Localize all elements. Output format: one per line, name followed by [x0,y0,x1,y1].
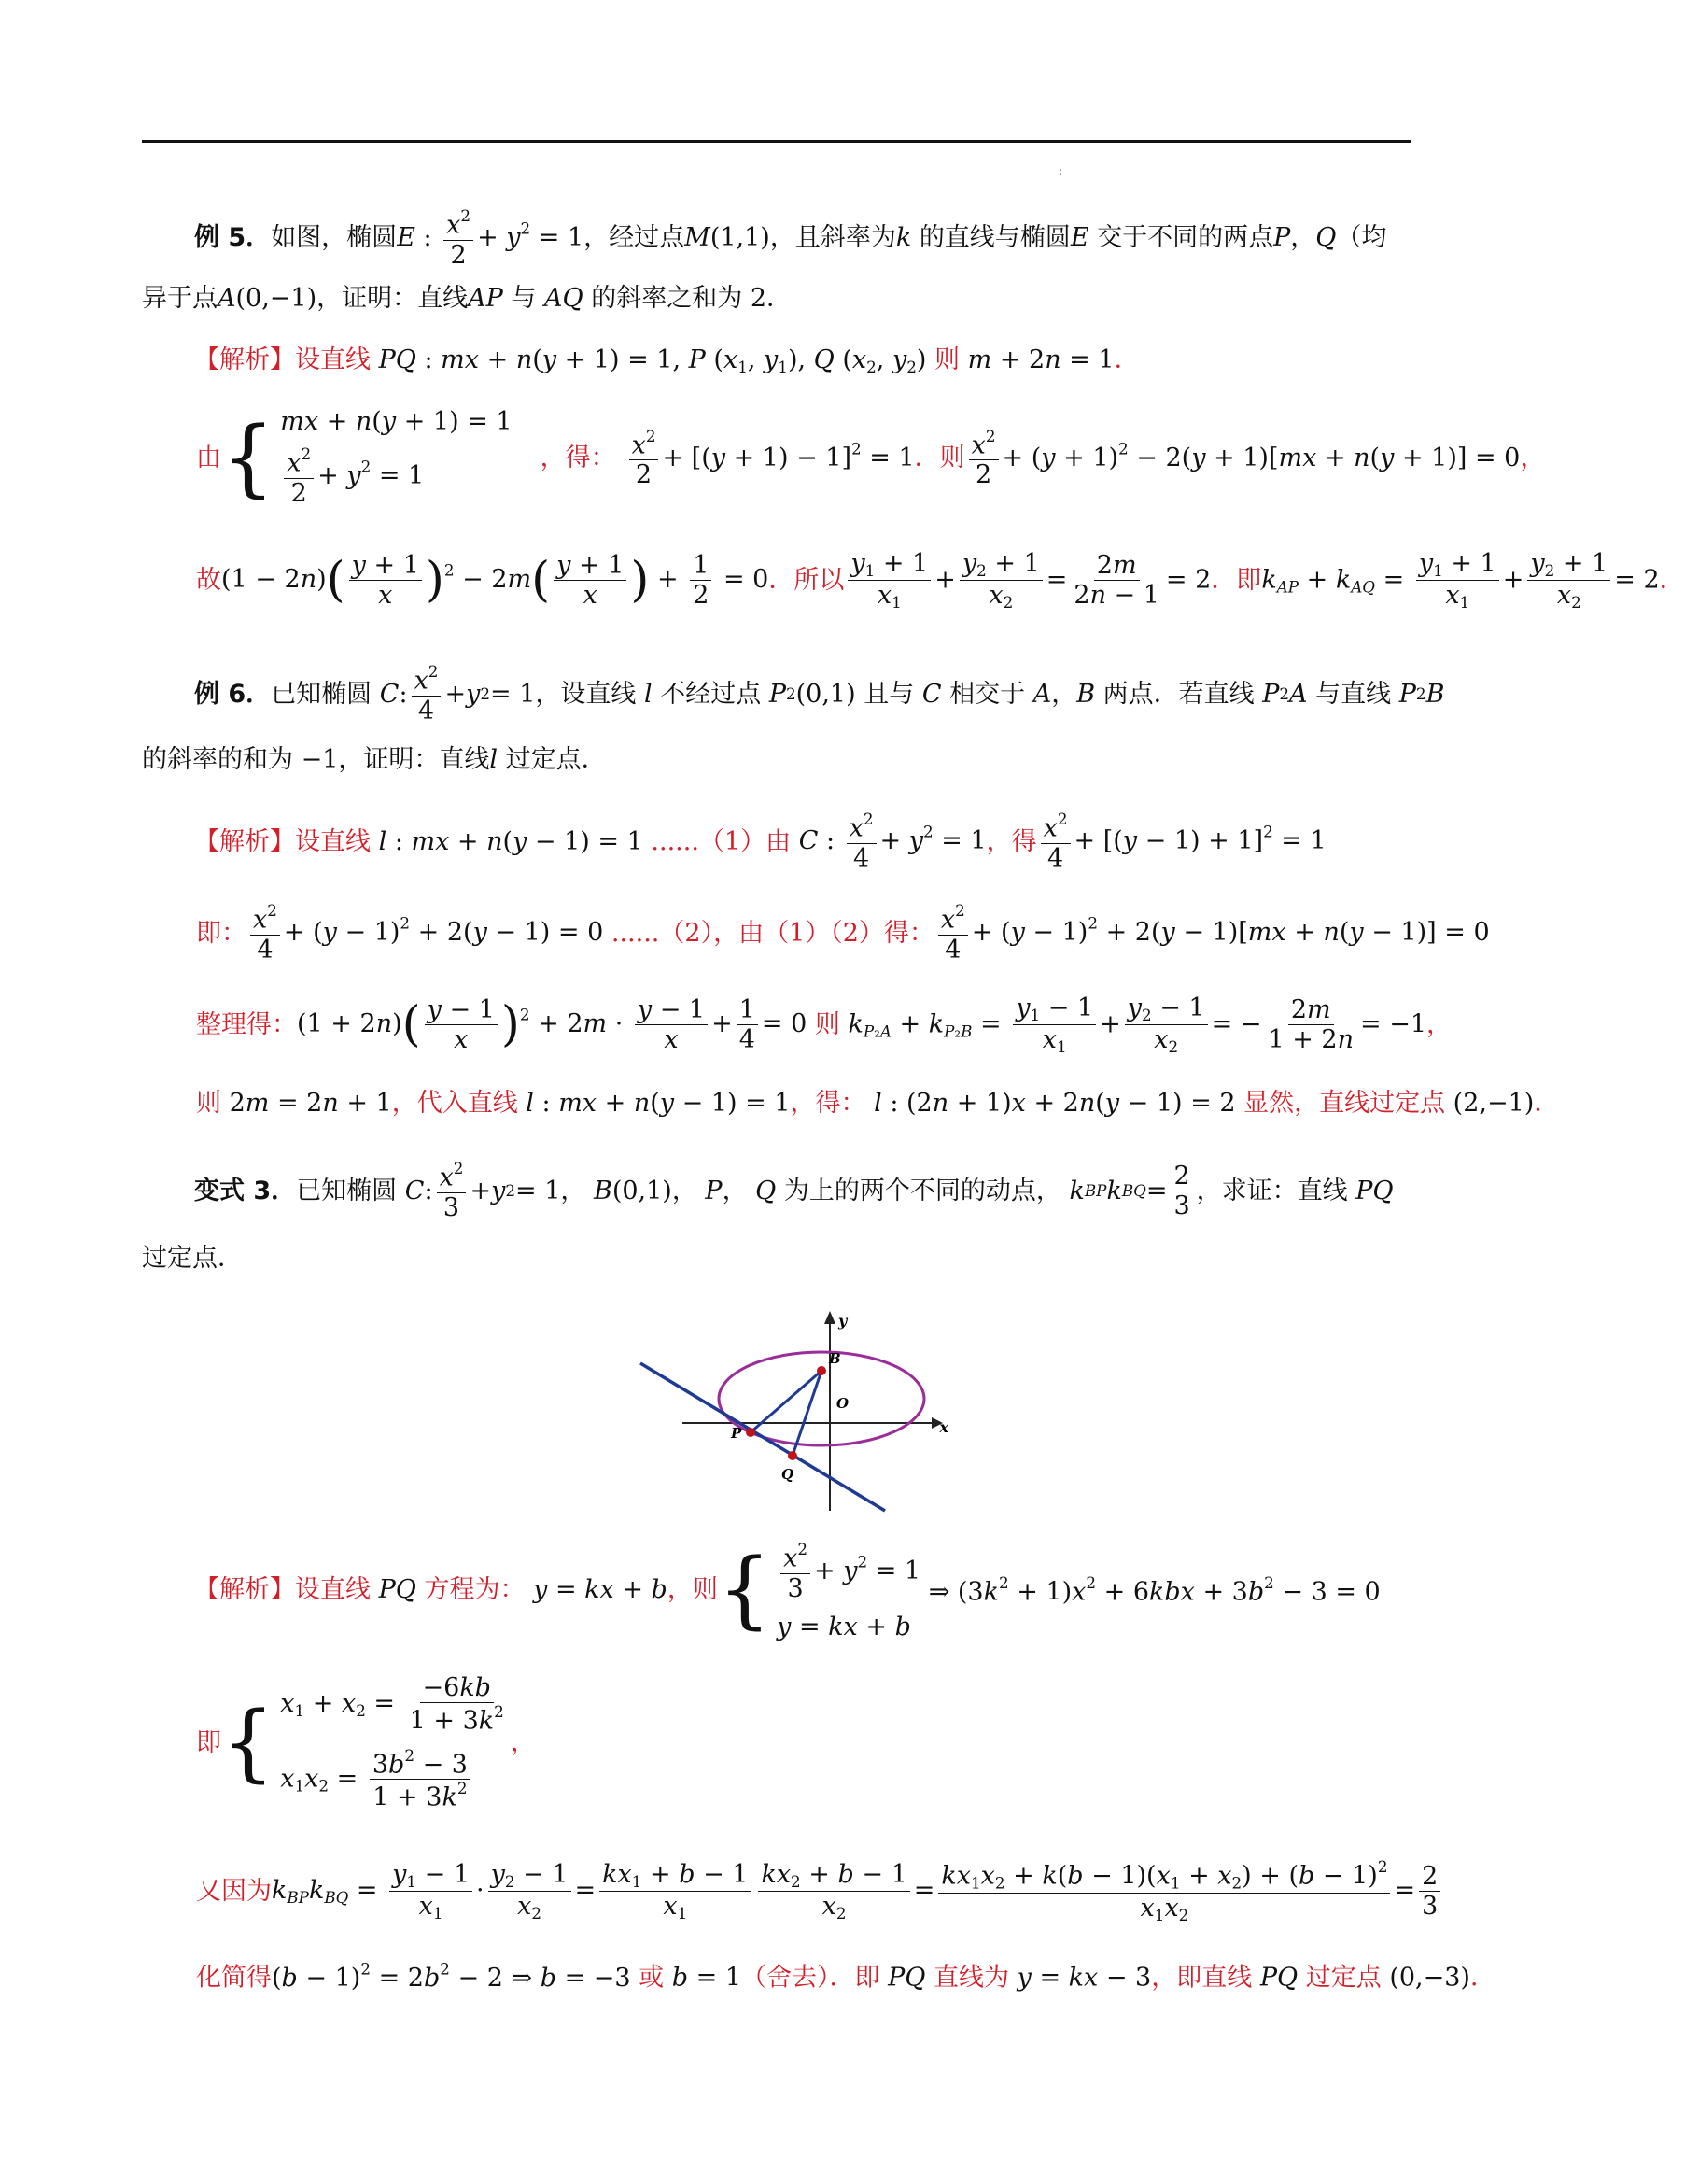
var3-solution-2: 即 { $x_1 + x_2$ = $\frac{-6kb}{1 + 3k^2}$ $x_1x_2$ = $\frac{3b^2 - 3}{1 + 3k^2}$ ， [196,1673,536,1812]
var3-line2: 过定点． [142,1244,243,1273]
label-p: P [731,1425,742,1442]
label-b: B [829,1350,841,1367]
var3-line1: 变式 3． 已知椭圆 C : $\frac{x^2}{3}$ + y 2 = 1， B (0,1)， P ， Q 为上的两个不同的动点， k BP k BQ = $\frac{2}{3}$ ，求证：直线 PQ [194,1159,1394,1222]
header-rule [142,140,1411,143]
ex5-solution-1: 【解析】设直线 PQ : mx + n(y + 1) = 1, P ($x_1$, $y_1$), Q ($x_2$, $y_2$) 则 m + 2n = 1． [194,345,1140,377]
ex6-line2: 的斜率的和为 −1，证明：直线l 过定点． [142,745,607,774]
ex5-solution-2: 由 { mx + n(y + 1) = 1 $\frac{x^2}{2}$ + $y^2 = 1$ ，得： $\frac{x^2}{2}$ + $[(y + 1) - 1]^2 = 1$ ．则 $\frac{x^2}{2}$ + $(y + 1)^2 - 2(y + 1)[mx + n(y + 1)] = 0$ ， [196,407,1546,508]
line-pq [640,1363,885,1511]
x-axis-label: x [939,1418,948,1436]
ex5-solution-3: 故 (1 − 2n)( $\frac{y + 1}{x}$ )$^2$ − 2m( $\frac{y + 1}{x}$ ) + $\frac{1}{2}$ = 0 ．所以 $\frac{y_1 + 1}{x_1}$ + $\frac{y_2 + 1}{x_2}$ = $\frac{2m}{2n - 1}$ = 2 ．即 $k_{AP} + k_{AQ}$ = $\frac{y_1 + 1}{x_1}$ + $\frac{y_2 + 1}{x_2}$ = 2 ． [196,549,1685,613]
var3-solution-1: 【解析】 设直线 PQ 方程为： y = kx + b ， 则 { $\frac{x^2}{3}$ + $y^2 = 1$ y = kx + b ⇒ $(3k^2 + 1)x^2 + 6kbx + 3b^2 - 3 = 0$ [194,1540,1381,1642]
ex6-solution-4: 则 2m = 2n + 1，代入直线 l : mx + n(y − 1) = 1，得： l : (2n + 1)x + 2n(y − 1) = 2 显然，直线过定点 (2,−1)． [196,1089,1560,1118]
point-q [788,1451,797,1460]
ex5-line2: 异于点A(0,−1)，证明：直线AP 与 AQ 的斜率之和为 2． [142,284,792,313]
ex5-line1: 例 5．如图，椭圆E : $\frac{x^2}{2}$ + $y^2 = 1$，经过点M(1,1)，且斜率为k 的直线与椭圆E 交于不同的两点P，Q（均 [194,206,1387,270]
header-mark: : [1059,164,1063,177]
y-axis-arrow [824,1311,835,1324]
ex5-label: 例 5． [194,222,272,252]
label-q: Q [781,1466,794,1483]
ex6-line1: 例 6． 已知椭圆 C : $\frac{x^2}{4}$ + y 2 = 1 ，设直线 l 不经过点 P 2 (0,1) 且与 C 相交于 A ， B 两点．若直线 P 2 A 与直线 P 2 B [194,662,1445,726]
ellipse-figure [631,1303,948,1518]
label-o: O [836,1395,850,1412]
var3-solution-4: 化简得$(b - 1)^2 = 2b^2 - 2$ ⇒ b = −3 或 b = 1（舍去）．即 PQ 直线为 y = kx − 3，即直线 PQ 过定点 (0,−3)． [196,1959,1495,1993]
ex6-solution-2: 即： $\frac{x^2}{4}$ + $(y - 1)^2 + 2(y - 1) = 0$ ......（2），由（1）（2）得： $\frac{x^2}{4}$ + $(y - 1)^2 + 2(y - 1)[mx + n(y - 1)] = 0$ [196,901,1490,965]
point-b [817,1366,826,1375]
ex6-solution-1: 【解析】 设直线 l : mx + n(y − 1) = 1 ......（1）由 C : $\frac{x^2}{4}$ + $y^2 = 1$ ，得 $\frac{x^2}{4}$ + $[(y - 1) + 1]^2 = 1$ [194,810,1327,873]
var3-solution-3: 又因为 $k_{BP}k_{BQ}$ = $\frac{y_1 - 1}{x_1}$ · $\frac{y_2 - 1}{x_2}$ = $\frac{kx_1 + b - 1}{x_1}$ $\frac{kx_2 + b - 1}{x_2}$ = $\frac{kx_1x_2 + k(b - 1)(x_1 + x_2) + (b - 1)^2}{x_1x_2}$ = $\frac{2}{3}$ [196,1858,1444,1924]
point-p [746,1428,755,1437]
y-axis-label: y [838,1312,848,1330]
ex6-solution-3: 整理得： (1 + 2n)( $\frac{y - 1}{x}$ )$^2$ + 2m · $\frac{y - 1}{x}$ + $\frac{1}{4}$ = 0 则 $k_{P_2A} + k_{P_2B}$ = $\frac{y_1 - 1}{x_1}$ + $\frac{y_2 - 1}{x_2}$ = − $\frac{2m}{1 + 2n}$ = −1 ， [196,993,1453,1057]
